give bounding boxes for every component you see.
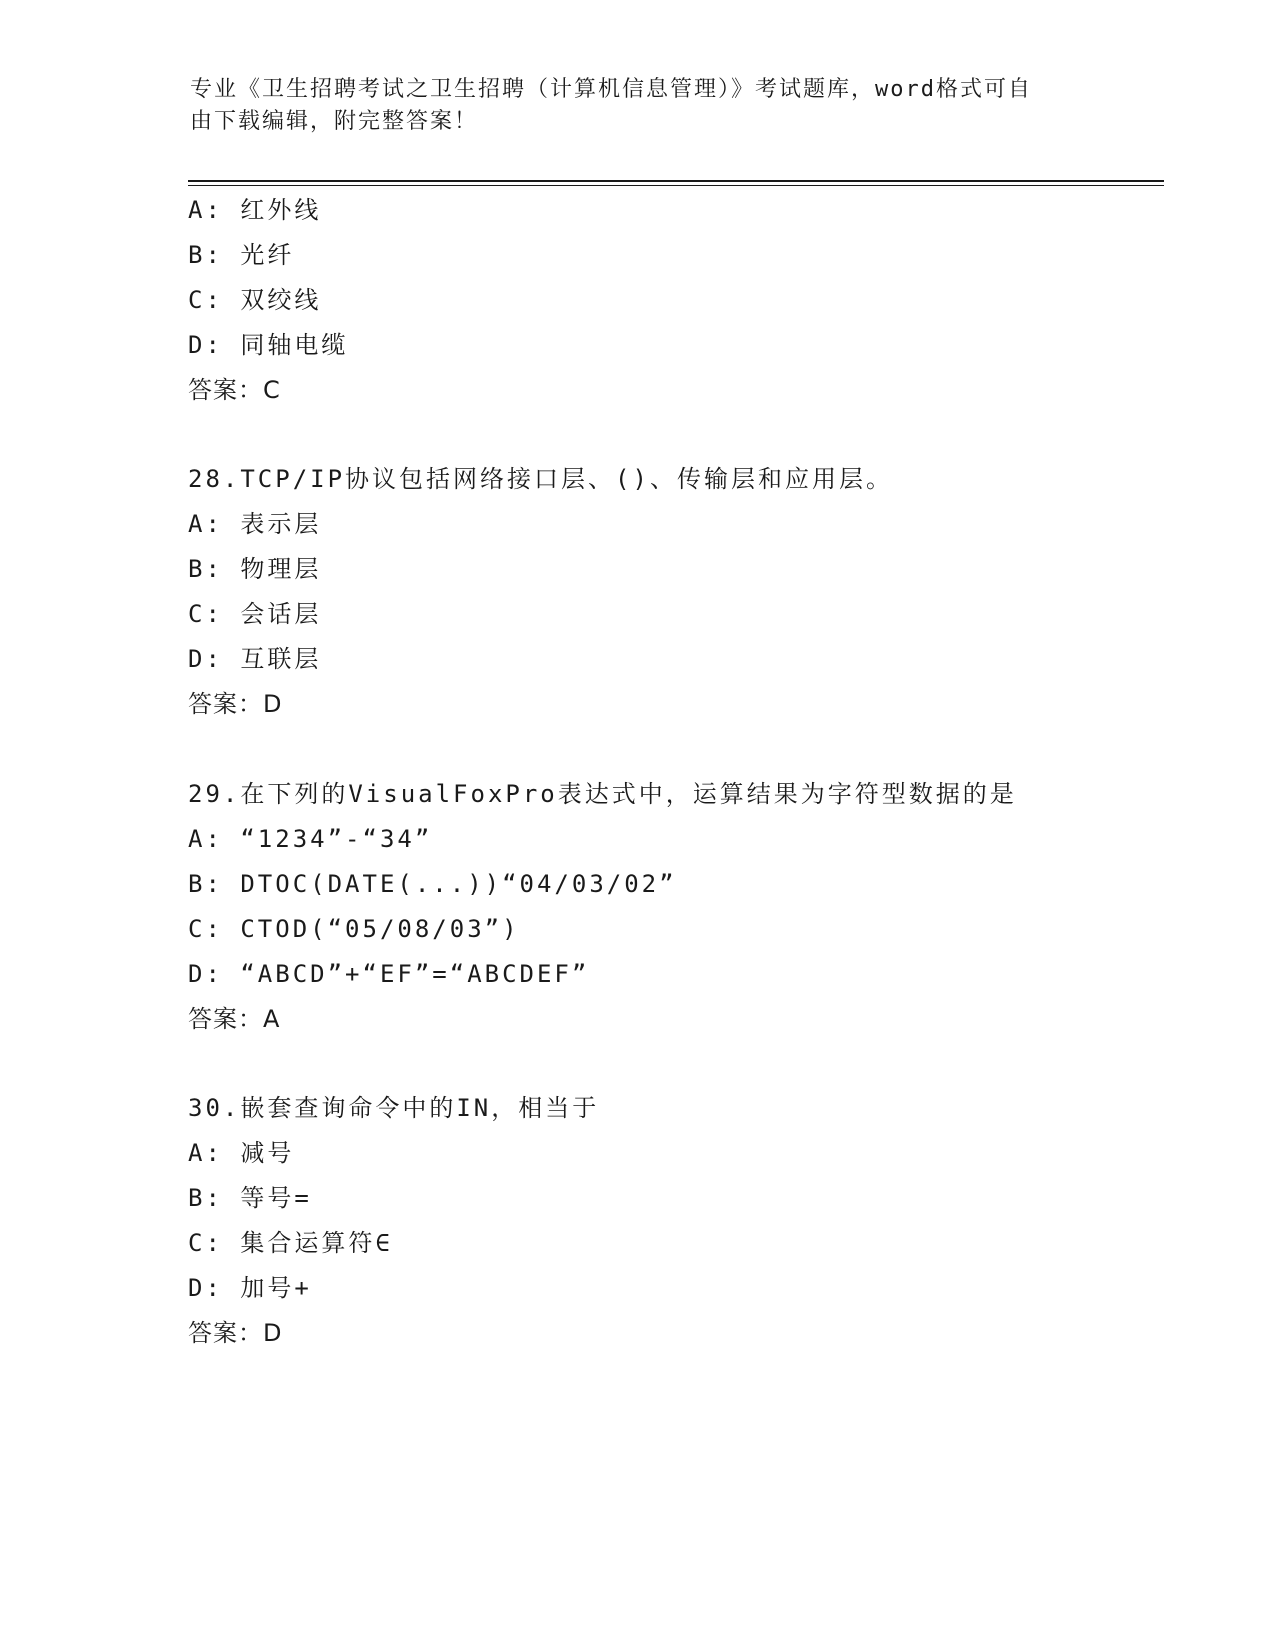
q28-option-c: C: 会话层: [188, 600, 322, 628]
header-divider-thin: [188, 185, 1164, 186]
q30-answer: 答案：D: [188, 1319, 283, 1347]
header-line-2: 由下载编辑，附完整答案！: [190, 109, 479, 134]
q29-option-c: C: CTOD(“05/08/03”): [188, 915, 520, 943]
q30-option-a: A: 减号: [188, 1139, 295, 1167]
document-header: [190, 74, 1090, 138]
q29-option-d: D: “ABCD”+“EF”=“ABCDEF”: [188, 960, 590, 988]
q29-option-b: B: DTOC(DATE(...))“04/03/02”: [188, 870, 677, 898]
q30-question: 30.嵌套查询命令中的IN，相当于: [188, 1094, 600, 1122]
q27-option-a: A: 红外线: [188, 196, 322, 224]
q29-option-a: A: “1234”-“34”: [188, 825, 433, 853]
q29-question: 29.在下列的VisualFoxPro表达式中，运算结果为字符型数据的是: [188, 780, 1017, 808]
header-line-1: 专业《卫生招聘考试之卫生招聘（计算机信息管理）》考试题库，word格式可自: [190, 77, 1032, 102]
q27-option-c: C: 双绞线: [188, 286, 322, 314]
q28-question: 28.TCP/IP协议包括网络接口层、()、传输层和应用层。: [188, 465, 893, 493]
q30-option-c: C: 集合运算符∈: [188, 1229, 393, 1257]
q28-option-a: A: 表示层: [188, 510, 322, 538]
q28-answer: 答案：D: [188, 690, 283, 718]
q27-option-b: B: 光纤: [188, 241, 295, 269]
q27-option-d: D: 同轴电缆: [188, 331, 349, 359]
q29-answer: 答案：A: [188, 1005, 281, 1033]
q27-answer: 答案：C: [188, 376, 281, 404]
q28-option-b: B: 物理层: [188, 555, 322, 583]
q30-option-d: D: 加号+: [188, 1274, 312, 1302]
header-divider-thick: [188, 180, 1164, 182]
q30-option-b: B: 等号=: [188, 1184, 312, 1212]
q28-option-d: D: 互联层: [188, 645, 322, 673]
